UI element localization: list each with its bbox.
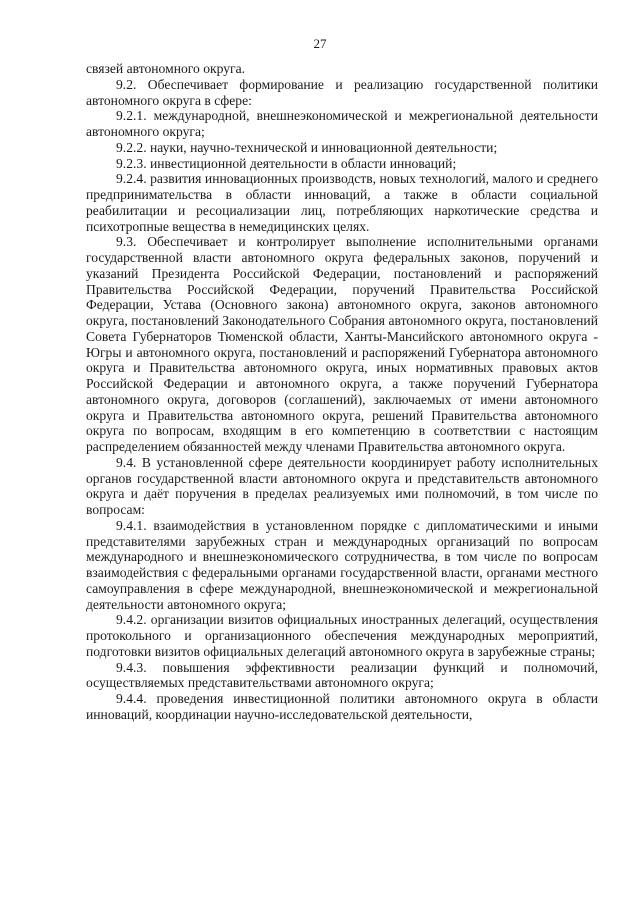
paragraph-9-4-4: 9.4.4. проведения инвестиционной политики автономного округа в области инноваций, координации научно-исследовательской деятельности, [86, 691, 598, 722]
paragraph-9-2: 9.2. Обеспечивает формирование и реализацию государственной политики автономного округа в сфере: [86, 76, 598, 108]
paragraph-9-2-2: 9.2.2. науки, научно-технической и инновационной деятельности; [116, 139, 498, 155]
paragraph-9-2-1: 9.2.1. международной, внешнеэкономической и межрегиональной деятельности автономного округа; [86, 108, 598, 139]
paragraph-continuation: связей автономного округа. [86, 61, 246, 76]
paragraph-9-4: 9.4. В установленной сфере деятельности координирует работу исполнительных органов государственной власти автономного округа и представительств автономного округа и даёт поручения в пределах реализуемых ими полномочий, в том числе по вопросам: [86, 454, 598, 517]
paragraph-9-4-3: 9.4.3. повышения эффективности реализации функций и полномочий, осуществляемых представительствами автономного округа; [86, 659, 598, 691]
paragraph-9-3: 9.3. Обеспечивает и контролирует выполнение исполнительными органами государственной власти автономного округа федеральных законов, поручений и указаний Президента Российской Федерации, постановлений и распоряжений Правительства Российской Федерации, поручений Правительства Российской Федерации, Устава (Основного закона) автономного округа, законов автономного округа, постановлений Законодательного Собрания автономного округа, постановлений Совета Губернаторов Тюменской области, Ханты-Мансийского автономного округа - Югры и автономного округа, постановлений и распоряжений Губернатора автономного округа и Правительства автономного округа, иных нормативных правовых актов Российской Федерации и автономного округа, а также поручений Губернатора автономного округа, договоров (соглашений), заключаемых от имени автономного округа и Правительства автономного округа, решений Правительства автономного округа по вопросам, входящим в его компетенцию в соответствии с настоящим распределением обязанностей между членами Правительства автономного округа. [86, 234, 598, 454]
paragraph-9-2-4: 9.2.4. развития инновационных производств, новых технологий, малого и среднего предпринимательства в области инноваций, а также в области социальной реабилитации и ресоциализации лиц, потребляющих наркотические средства и психотропные вещества в немедицинских целях. [86, 171, 598, 234]
paragraph-9-2-3: 9.2.3. инвестиционной деятельности в области инноваций; [116, 155, 457, 171]
paragraph-9-4-1: 9.4.1. взаимодействия в установленном порядке с дипломатическими и иными представителями зарубежных стран и международных организаций по вопросам международного и внешнеэкономического сотрудничества, в том числе по вопросам взаимодействия с федеральными органами государственной власти, органами местного самоуправления в сфере международной, внешнеэкономической и межрегиональной деятельности автономного округа; [86, 517, 598, 612]
paragraph-9-4-2: 9.4.2. организации визитов официальных иностранных делегаций, осуществления протокольного и организационного обеспечения международных мероприятий, подготовки визитов официальных делегаций автономного округа в зарубежные страны; [86, 612, 598, 659]
document-body [86, 61, 598, 723]
page-number: 27 [313, 36, 327, 51]
